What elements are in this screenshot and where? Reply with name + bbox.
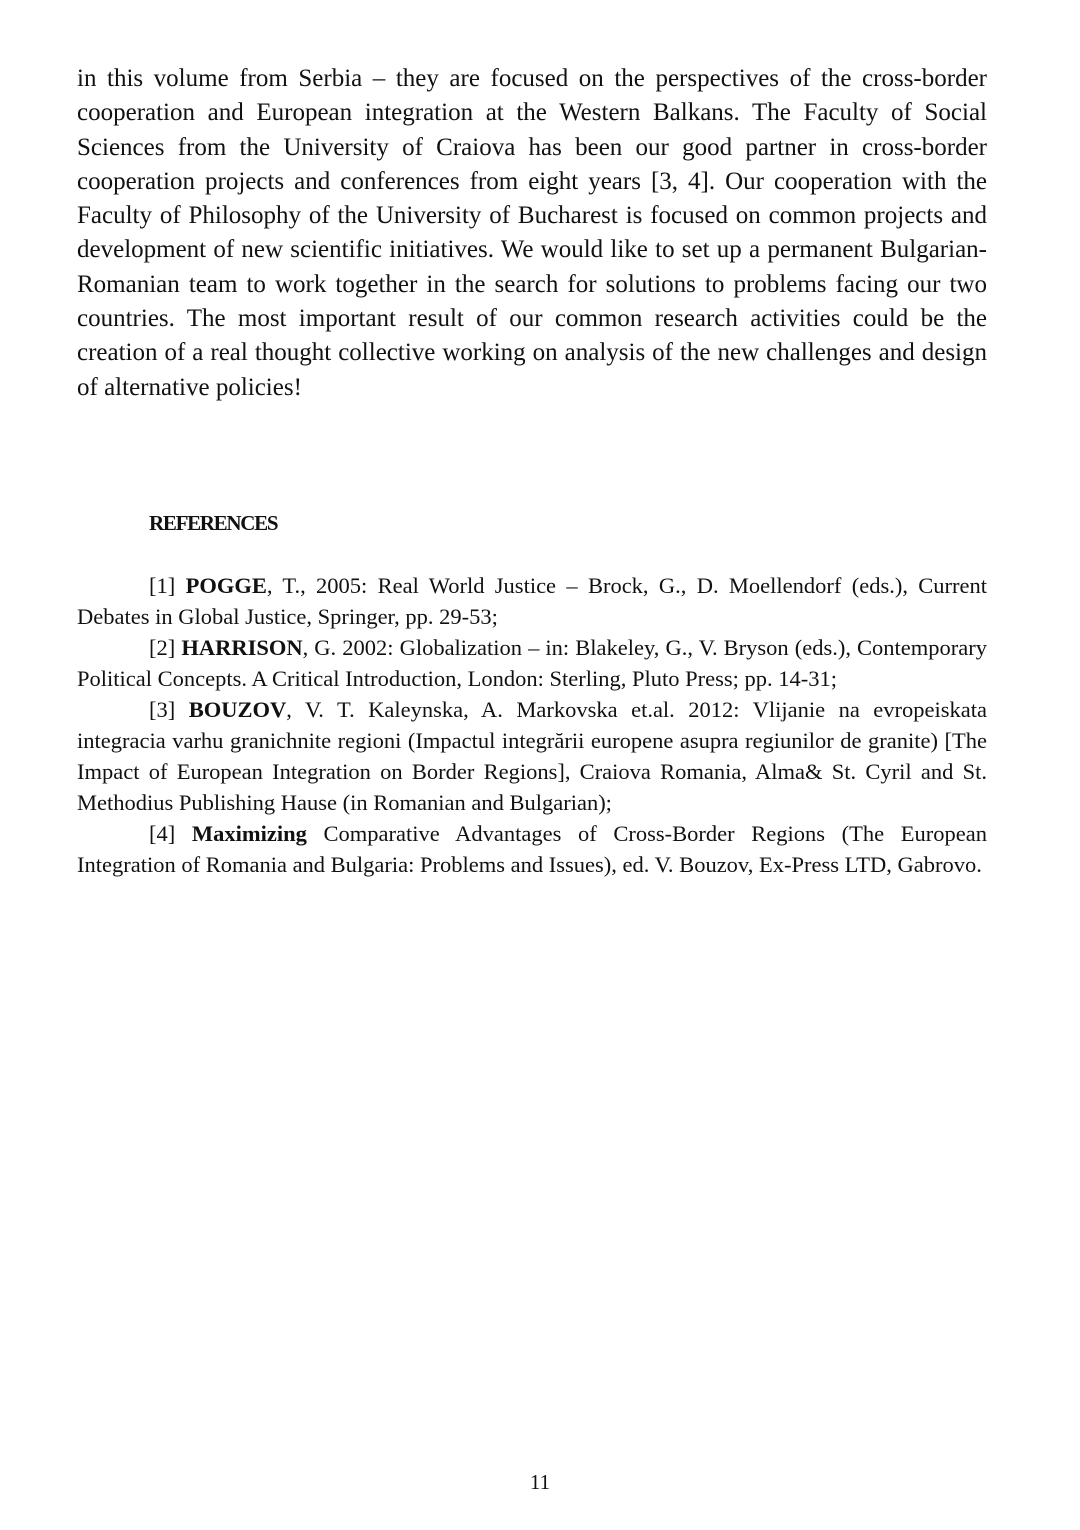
body-paragraph: in this volume from Serbia – they are focused on the perspectives of the cross-border cooperation and European integration at the Western Balkans. The Faculty of Social Sciences from the University of Craiova has been our good partner in cross-border cooperation projects and conferences from eight years [3, 4]. Our cooperation with the Faculty of Philosophy of the University of Bucharest is focused on common projects and development of new scientific initiatives. We would like to set up a permanent Bulgarian- Romanian team to work together in the search for solutions to problems facing our two countries. The most important result of our common research activities could be the creation of a real thought collective working on analysis of the new challenges and design of alternative policies! <box>77 65 987 401</box>
references-heading: REFERENCES <box>149 511 278 535</box>
reference-number: [2] <box>149 635 176 660</box>
reference-author: Maximizing <box>191 821 307 846</box>
reference-text: , T., 2005: Real World Justice – Brock, G., D. Moellendorf (eds.), Current Debates in Global Justice, Springer, pp. 29-53; <box>77 573 988 629</box>
reference-author: HARRISON <box>181 635 303 660</box>
reference-text: Comparative Advantages of Cross-Border Regions (The European Integration of Romania and Bulgaria: Problems and Issues), ed. V. Bouzov, Ex-Press LTD, Gabrovo. <box>77 821 988 877</box>
page-number: 11 <box>529 1470 551 1494</box>
reference-number: [3] <box>149 697 176 722</box>
reference-item <box>77 818 987 880</box>
reference-item <box>77 570 987 632</box>
reference-number: [1] <box>149 573 176 598</box>
reference-item <box>77 632 987 694</box>
reference-number: [4] <box>149 821 176 846</box>
reference-text: , G. 2002: Globalization – in: Blakeley, G., V. Bryson (eds.), Contemporary Political Concepts. A Critical Introduction, London: Sterling, Pluto Press; pp. 14-31; <box>77 635 988 691</box>
reference-author: POGGE <box>185 573 267 598</box>
reference-item <box>77 694 987 818</box>
reference-author: BOUZOV <box>188 697 287 722</box>
reference-text: , V. T. Kaleynska, A. Markovska et.al. 2012: Vlijanie na evropeiskata integracia varhu granichnite regioni (Impactul integrării europene asupra regiunilor de granite) [The Impact of European Integration on Border Regions], Craiova Romania, Alma& St. Cyril and St. Methodius Publishing Hause (in Romanian and Bulgarian); <box>77 697 987 815</box>
references-list <box>77 570 987 880</box>
